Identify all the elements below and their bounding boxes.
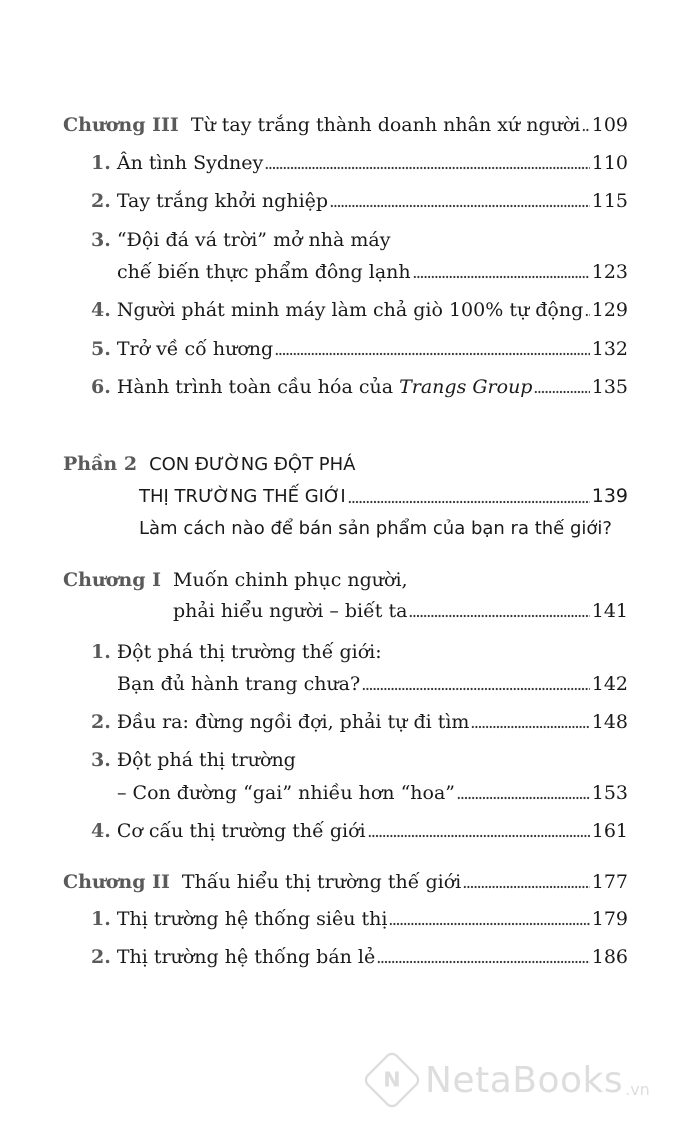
entry-title: Đột phá thị trường <box>116 749 296 771</box>
chapter-label: Chương III <box>63 114 179 136</box>
entry-number: 1. <box>91 152 111 174</box>
watermark <box>365 1053 650 1107</box>
entry-title-continued: Bạn đủ hành trang chưa? <box>117 673 361 695</box>
chapter-title-continued: phải hiểu người – biết ta <box>173 600 408 622</box>
entry-title: Người phát minh máy làm chả giò 100% tự động <box>116 299 584 321</box>
toc-entry-line2 <box>117 672 628 696</box>
page-number: 115 <box>591 190 628 212</box>
toc-entry-line2 <box>117 781 628 805</box>
chapter-label: Chương I <box>63 569 162 591</box>
toc-entry <box>91 298 628 322</box>
page-number: 186 <box>591 946 628 968</box>
entry-title: Đầu ra: đừng ngồi đợi, phải tự đi tìm <box>116 711 470 733</box>
entry-title: Thị trường hệ thống siêu thị <box>116 908 388 930</box>
page-number: 109 <box>591 114 628 136</box>
dot-leader <box>348 490 590 504</box>
toc-entry-chapter-3 <box>63 113 628 137</box>
dot-leader <box>368 824 590 838</box>
entry-number: 1. <box>91 641 111 663</box>
toc-entry <box>91 337 628 361</box>
entry-number: 5. <box>91 338 111 360</box>
toc-entry-line1 <box>91 640 628 664</box>
page-number: 148 <box>591 711 628 733</box>
toc-entry-chapter-1-line2 <box>173 599 628 623</box>
page-number: 179 <box>591 908 628 930</box>
entry-number: 2. <box>91 946 111 968</box>
entry-title: Tay trắng khởi nghiệp <box>116 190 329 212</box>
chapter-label: Chương II <box>63 871 170 893</box>
entry-number: 3. <box>91 229 111 251</box>
toc-entry-part-2 <box>63 452 628 477</box>
dot-leader <box>463 875 590 889</box>
chapter-title: Muốn chinh phục người, <box>173 569 408 591</box>
dot-leader <box>457 786 590 800</box>
toc-entry-chapter-1 <box>63 568 628 592</box>
page-number: 129 <box>591 299 628 321</box>
dot-leader <box>534 380 589 394</box>
page-number: 161 <box>591 820 628 842</box>
entry-number: 4. <box>91 820 111 842</box>
entry-number: 2. <box>91 711 111 733</box>
dot-leader <box>389 912 589 926</box>
watermark-brand: NetaBooks <box>425 1059 624 1101</box>
toc-entry <box>91 819 628 843</box>
part-title-continued: THỊ TRƯỜNG THẾ GIỚI <box>139 486 346 507</box>
part-label: Phần 2 <box>63 453 138 475</box>
page-number: 110 <box>591 152 628 174</box>
dot-leader <box>409 604 589 618</box>
dot-leader <box>413 265 590 279</box>
entry-title-continued: – Con đường “gai” nhiều hơn “hoa” <box>117 782 456 804</box>
toc-entry-line1 <box>91 748 628 772</box>
toc-entry <box>91 907 628 931</box>
chapter-title: Thấu hiểu thị trường thế giới <box>181 871 462 893</box>
page-number: 132 <box>591 338 628 360</box>
toc-entry-line1 <box>91 228 628 252</box>
entry-number: 6. <box>91 376 111 398</box>
page-number: 123 <box>591 261 628 283</box>
toc-entry-chapter-2 <box>63 870 628 894</box>
chapter-title: Từ tay trắng thành doanh nhân xứ người <box>190 114 581 136</box>
entry-number: 1. <box>91 908 111 930</box>
page-number: 139 <box>591 485 628 507</box>
entry-title: Trở về cố hương <box>116 338 274 360</box>
dot-leader <box>330 194 590 208</box>
company-name: Trangs Group <box>399 376 533 398</box>
entry-title-continued: chế biến thực phẩm đông lạnh <box>117 261 411 283</box>
dot-leader <box>471 715 589 729</box>
part-subtitle: Làm cách nào để bán sản phẩm của bạn ra thế giới? <box>139 518 612 539</box>
entry-title: Cơ cấu thị trường thế giới <box>116 820 366 842</box>
entry-number: 2. <box>91 190 111 212</box>
page-number: 135 <box>591 376 628 398</box>
page-number: 141 <box>591 600 628 622</box>
toc-entry <box>91 151 628 175</box>
page-number: 177 <box>591 871 628 893</box>
entry-number: 3. <box>91 749 111 771</box>
entry-title: Ân tình Sydney <box>116 152 264 174</box>
dot-leader <box>275 342 590 356</box>
entry-title: Đột phá thị trường thế giới: <box>116 641 382 663</box>
page-number: 153 <box>591 782 628 804</box>
dot-leader <box>585 303 589 317</box>
toc-entry <box>91 375 628 399</box>
toc-entry-line2 <box>117 260 628 284</box>
dot-leader <box>362 677 590 691</box>
dot-leader <box>377 950 589 964</box>
entry-title: Hành trình toàn cầu hóa của Trangs Group <box>116 376 533 398</box>
entry-title: “Đội đá vá trời” mở nhà máy <box>116 229 391 251</box>
netabooks-logo-icon: N <box>361 1049 422 1110</box>
entry-number: 4. <box>91 299 111 321</box>
watermark-tld: .vn <box>625 1080 650 1099</box>
dot-leader <box>582 118 589 132</box>
dot-leader <box>265 156 590 170</box>
page-number: 142 <box>591 673 628 695</box>
toc-entry <box>91 945 628 969</box>
toc-entry <box>91 189 628 213</box>
part-title: CON ĐƯỜNG ĐỘT PHÁ <box>149 454 356 475</box>
toc-entry <box>91 710 628 734</box>
entry-title: Thị trường hệ thống bán lẻ <box>116 946 376 968</box>
toc-entry-part-2-line2 <box>139 484 628 509</box>
